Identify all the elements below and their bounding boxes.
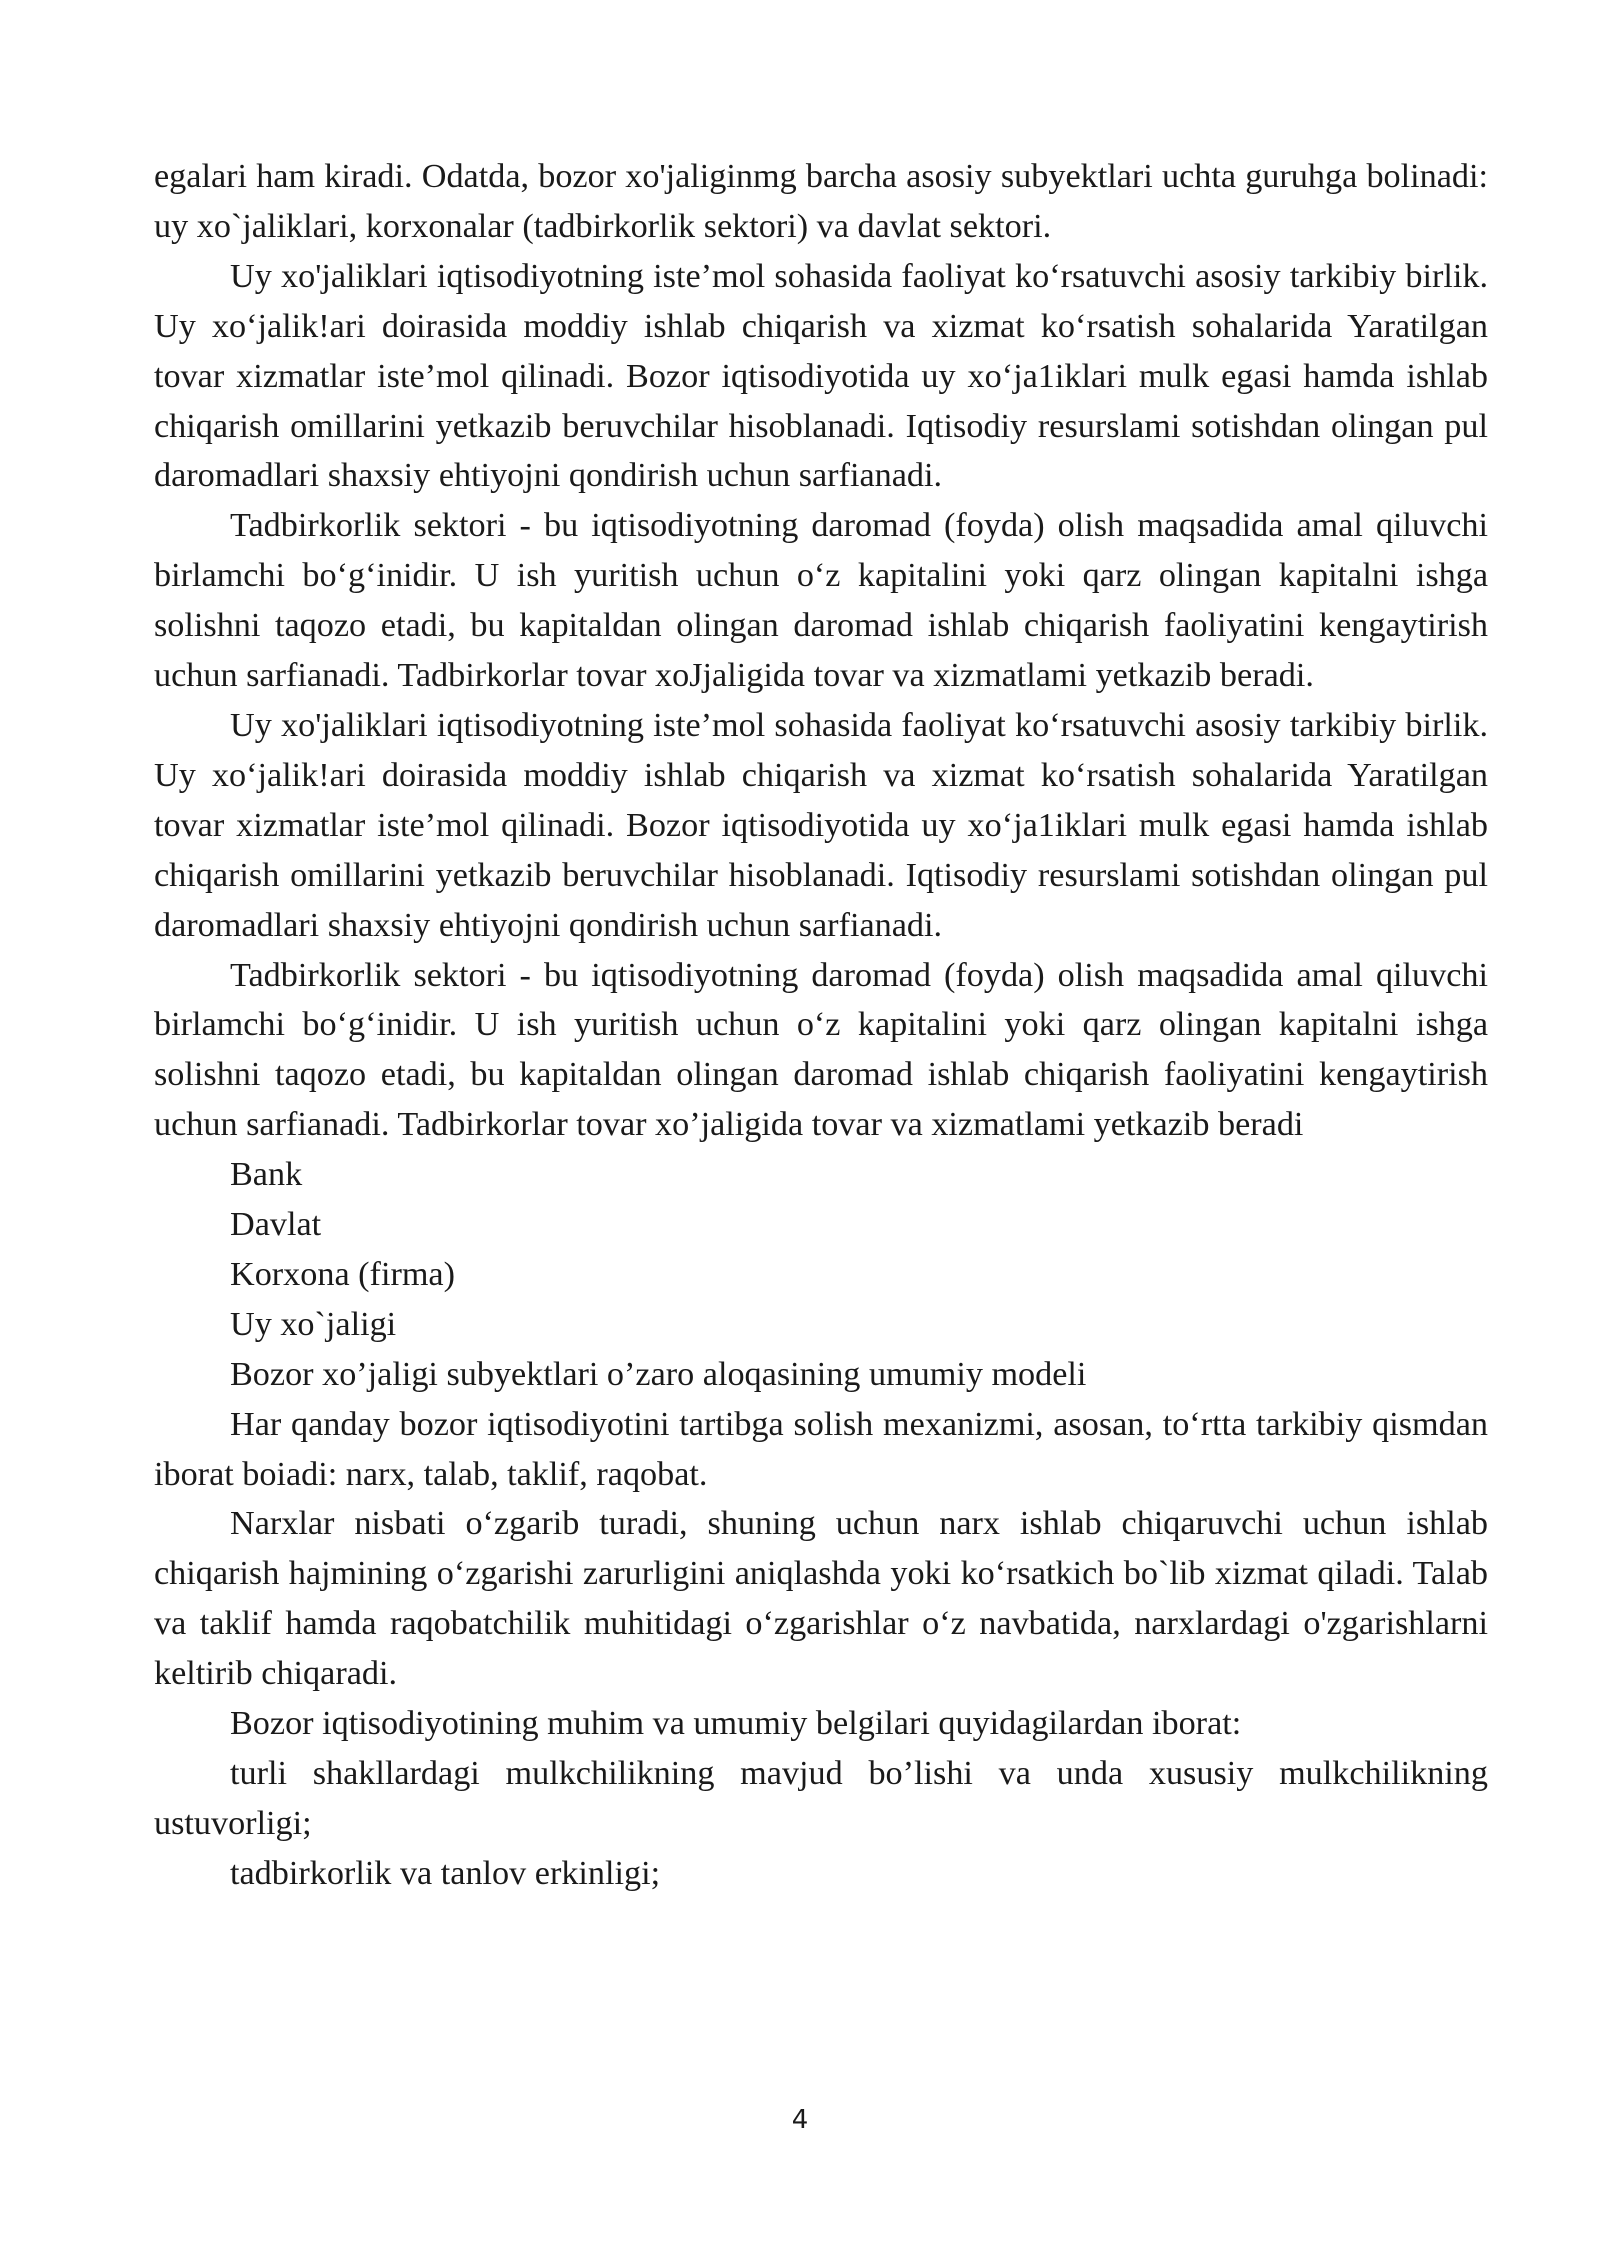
paragraph-business-sector-2: Tadbirkorlik sektori - bu iqtisodiyotning daromad (foyda) olish maqsadida amal qiluvchi birlamchi bo‘g‘inidir. U ish yuritish uchun o‘z kapitalini yoki qarz olingan kapitalni ishga solishni taqozo etadi, bu kapitaldan olingan daromad ishlab chiqarish faoliyatini kengaytirish uchun sarfianadi. Tadbirkorlar tovar xo’jaligida tovar va xizmatlami yetkazib beradi — [154, 956, 1488, 1144]
diagram-label-state: Davlat — [230, 1206, 322, 1244]
page-number: 4 — [791, 2105, 809, 2135]
paragraph-households-2: Uy xo'jaliklari iqtisodiyotning iste’mol sohasida faoliyat ko‘rsatuvchi asosiy tarkibiy birlik. Uy xo‘jalik!ari doirasida moddiy ishlab chiqarish va xizmat ko‘rsatish sohalarida Yaratilgan tovar xizmatlar iste’mol qilinadi. Bozor iqtisodiyotida uy xo‘ja1iklari mulk egasi hamda ishlab chiqarish omillarini yetkazib beruvchilar hisoblanadi. Iqtisodiy resurslami sotishdan olingan pul daromadlari shaxsiy ehtiyojni qondirish uchun sarfianadi. — [154, 706, 1488, 944]
paragraph-business-sector-1: Tadbirkorlik sektori - bu iqtisodiyotning daromad (foyda) olish maqsadida amal qiluvchi birlamchi bo‘g‘inidir. U ish yuritish uchun o‘z kapitalini yoki qarz olingan kapitalni ishga solishni taqozo etadi, bu kapitaldan olingan daromad ishlab chiqarish faoliyatini kengaytirish uchun sarfianadi. Tadbirkorlar tovar xoJjaligida tovar va xizmatlami yetkazib beradi. — [154, 507, 1488, 695]
paragraph-features-intro: Bozor iqtisodiyotining muhim va umumiy belgilari quyidagilardan iborat: — [230, 1705, 1242, 1743]
list-item-entrepreneurship: tadbirkorlik va tanlov erkinligi; — [230, 1854, 661, 1892]
paragraph-prices: Narxlar nisbati o‘zgarib turadi, shuning uchun narx ishlab chiqaruvchi uchun ishlab chiqarish hajmining o‘zgarishi zarurligini aniqlashda yoki ko‘rsatkich bo`lib xizmat qiladi. Talab va taklif hamda raqobatchilik muhitidagi o‘zgarishlar o‘z navbatida, narxlardagi o'zgarishlarni keltirib chiqaradi. — [154, 1505, 1488, 1693]
diagram-label-firm: Korxona (firma) — [230, 1255, 455, 1293]
diagram-caption: Bozor xo’jaligi subyektlari o’zaro aloqasining umumiy modeli — [230, 1355, 1087, 1393]
list-item-ownership: turli shakllardagi mulkchilikning mavjud bo’lishi va unda xususiy mulkchilikning ustuvorligi; — [154, 1755, 1488, 1842]
diagram-label-bank: Bank — [230, 1156, 303, 1194]
diagram-label-household: Uy xo`jaligi — [230, 1305, 397, 1343]
page-body — [154, 152, 1488, 1899]
paragraph-continuation: egalari ham kiradi. Odatda, bozor xo'jaliginmg barcha asosiy subyektlari uchta guruhga bolinadi: uy xo`jaliklari, korxonalar (tadbirkorlik sektori) va davlat sektori. — [154, 158, 1488, 245]
paragraph-households-1: Uy xo'jaliklari iqtisodiyotning iste’mol sohasida faoliyat ko‘rsatuvchi asosiy tarkibiy birlik. Uy xo‘jalik!ari doirasida moddiy ishlab chiqarish va xizmat ko‘rsatish sohalarida Yaratilgan tovar xizmatlar iste’mol qilinadi. Bozor iqtisodiyotida uy xo‘ja1iklari mulk egasi hamda ishlab chiqarish omillarini yetkazib beruvchilar hisoblanadi. Iqtisodiy resurslami sotishdan olingan pul daromadlari shaxsiy ehtiyojni qondirish uchun sarfianadi. — [154, 257, 1488, 495]
paragraph-market-mechanism: Har qanday bozor iqtisodiyotini tartibga solish mexanizmi, asosan, to‘rtta tarkibiy qismdan iborat boiadi: narx, talab, taklif, raqobat. — [154, 1405, 1488, 1493]
